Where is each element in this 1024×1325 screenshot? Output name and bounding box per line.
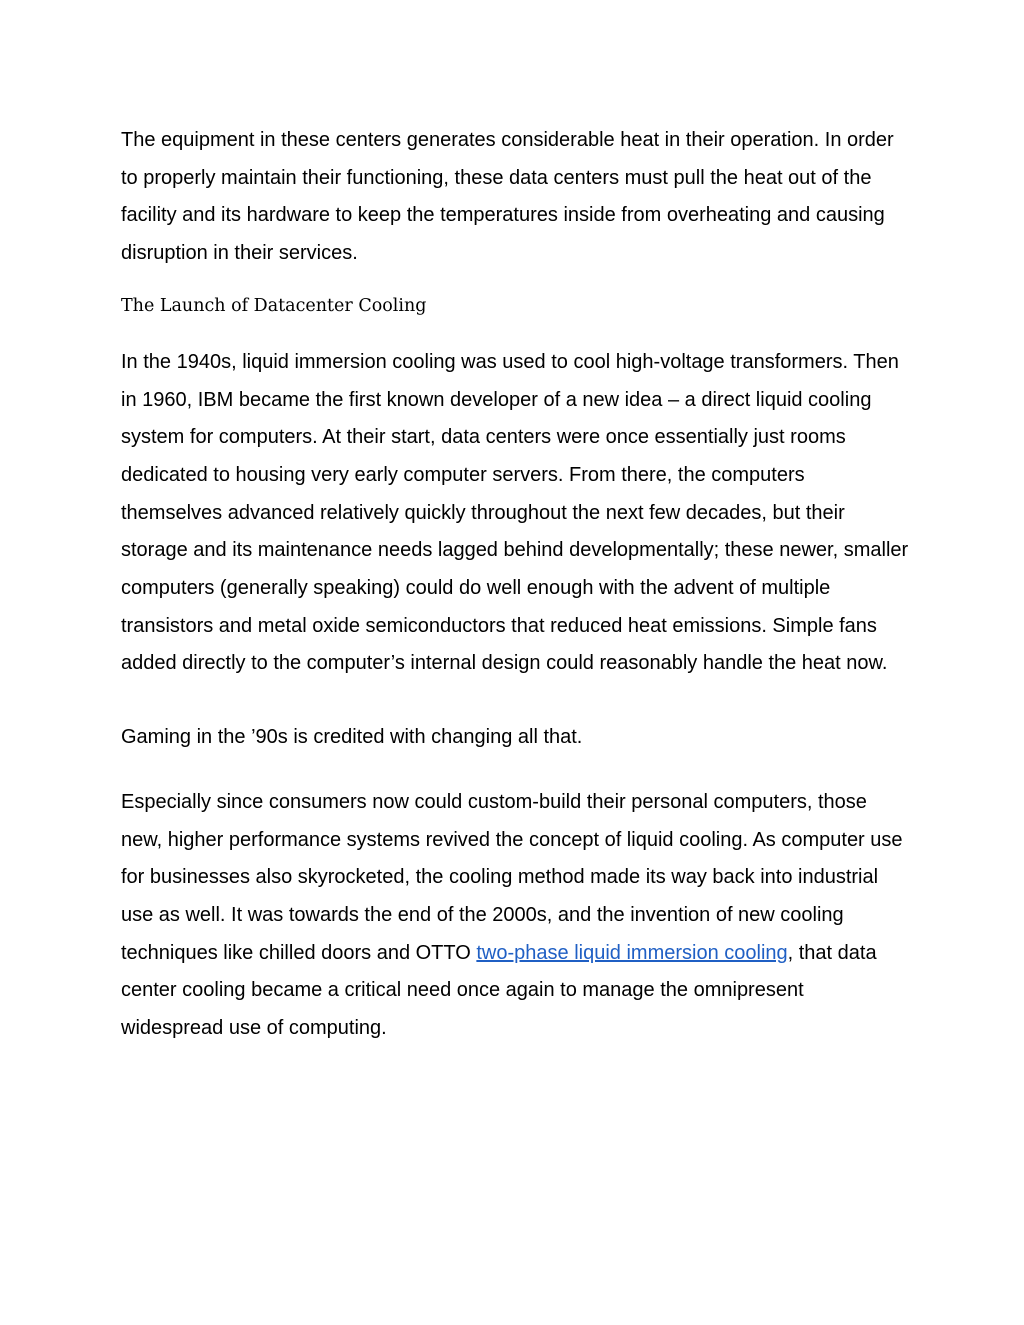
two-phase-immersion-cooling-link[interactable]: two-phase liquid immersion cooling [476,941,788,964]
section-heading: The Launch of Datacenter Cooling [121,295,427,316]
paragraph-text-after-link: , that data center cooling became a critical need once again to manage the omnipresent widespread use of computing. [121,941,877,1040]
paragraph-heat-generation: The equipment in these centers generates considerable heat in their operation. In order to properly maintain their functioning, these data centers must pull the heat out of the facility and its hardware to keep the temperatures inside from overheating and causing disruption in their services. [121,129,894,265]
paragraph-history: In the 1940s, liquid immersion cooling was used to cool high-voltage transformers. Then in 1960, IBM became the first known developer of a new idea – a direct liquid cooling system for computers. At their start, data centers were once essentially just rooms dedicated to housing very early computer servers. From there, the computers themselves advanced relatively quickly throughout the next few decades, but their storage and its maintenance needs lagged behind developmentally; these newer, smaller computers (generally speaking) could do well enough with the advent of multiple transistors and metal oxide semiconductors that reduced heat emissions. Simple fans added directly to the computer’s internal design could reasonably handle the heat now. [121,350,909,675]
paragraph-liquid-cooling-revival [121,784,911,1048]
document-page [121,122,911,1048]
paragraph-text-before-link: Especially since consumers now could custom-build their personal computers, those new, higher performance systems revived the concept of liquid cooling. As computer use for businesses also skyrocketed, the cooling method made its way back into industrial use as well. It was towards the end of the 2000s, and the invention of new cooling techniques like chilled doors and OTTO [121,790,903,964]
paragraph-gaming: Gaming in the ’90s is credited with changing all that. [121,726,583,749]
